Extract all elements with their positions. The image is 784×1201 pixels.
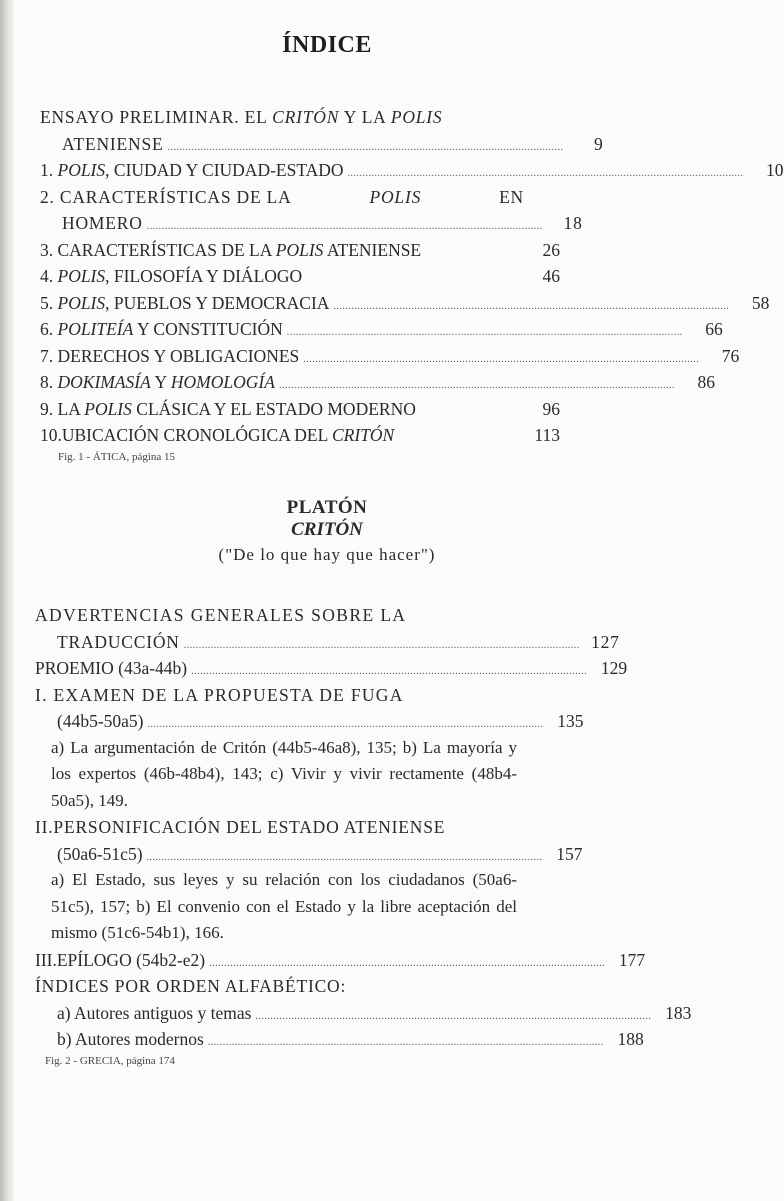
toc-entry-autores-antiguos[interactable]: a) Autores antiguos y temas .................................................................................................................................... 183	[35, 1000, 560, 1027]
page-number: 127	[591, 631, 620, 652]
toc-entry-personificacion-cont[interactable]: (50a6-51c5) .................................................................................................................................... 157	[35, 841, 560, 868]
leader-dots: ....................................................................................................................................	[278, 380, 675, 391]
toc-criton	[35, 602, 692, 1070]
toc-entry-ensayo[interactable]	[40, 104, 560, 131]
page-number: 10	[766, 160, 784, 180]
page-number: 129	[600, 658, 628, 678]
toc-entry-proemio[interactable]: PROEMIO (43a-44b) .................................................................................................................................... 129	[35, 655, 560, 682]
toc-entry-8[interactable]: 8. DOKIMASÍA Y HOMOLOGÍA .................................................................................................................................... 86	[40, 369, 560, 396]
leader-dots: ....................................................................................................................................	[255, 1010, 652, 1022]
toc-entry-6[interactable]: 6. POLITEÍA Y CONSTITUCIÓN .................................................................................................................................... 66	[40, 316, 560, 343]
toc-entry-7[interactable]: 7. DERECHOS Y OBLIGACIONES .................................................................................................................................... 76	[40, 343, 560, 370]
toc-entry-autores-modernos[interactable]: b) Autores modernos .................................................................................................................................... 188	[35, 1026, 560, 1053]
page-number: 76	[721, 345, 740, 366]
toc-entry-2-cont[interactable]: HOMERO .................................................................................................................................... 18	[40, 210, 560, 237]
toc-entry-ensayo-title: ENSAYO PRELIMINAR. EL CRITÓN Y LA POLIS	[40, 107, 443, 127]
leader-dots: ....................................................................................................................................	[286, 327, 683, 338]
leader-dots: ....................................................................................................................................	[146, 851, 543, 863]
leader-dots: ....................................................................................................................................	[303, 353, 700, 365]
page-number: 86	[697, 372, 715, 392]
page-number: 183	[665, 1002, 692, 1023]
figure-note-1[interactable]: Fig. 1 - ÁTICA, página 15	[58, 450, 176, 463]
toc-subsections-examen: a) La argumentación de Critón (44b5-46a8), 135; b) La mayoría y los expertos (46b-48b4), 143; c) Vivir y vivir rectamente (48b4-50a5), 149.	[51, 737, 517, 810]
author-name: PLATÓN	[286, 497, 368, 518]
leader-dots: ....................................................................................................................................	[191, 666, 588, 677]
page-number: 113	[534, 425, 560, 445]
page-number: 96	[542, 398, 560, 419]
work-title: CRITÓN	[291, 519, 363, 540]
page-number: 188	[617, 1029, 644, 1049]
toc-subsections-personificacion: a) El Estado, sus leyes y su relación con los ciudadanos (50a6-51c5), 157; b) El convenio con el Estado y la libre aceptación del mismo (51c6-54b1), 166.	[51, 870, 517, 942]
toc-entry-4[interactable]: 4. POLIS, FILOSOFÍA Y DIÁLOGO 46	[40, 263, 560, 290]
page-number: 66	[705, 319, 723, 339]
leader-dots: ....................................................................................................................................	[167, 141, 564, 153]
toc-entry-ensayo-cont[interactable]: ATENIENSE .................................................................................................................................... 9	[40, 131, 560, 158]
page-number: 157	[556, 843, 583, 864]
toc-entry-advertencias-cont[interactable]: TRADUCCIÓN .................................................................................................................................... 127	[35, 629, 560, 656]
page-title: ÍNDICE	[282, 32, 372, 58]
page-number: 9	[593, 133, 604, 154]
leader-dots: ....................................................................................................................................	[147, 719, 544, 730]
toc-preliminary	[40, 104, 784, 466]
section-heading	[0, 497, 654, 565]
page-number: 58	[751, 292, 770, 313]
leader-dots: ....................................................................................................................................	[146, 221, 543, 232]
toc-entry-9[interactable]: 9. LA POLIS CLÁSICA Y EL ESTADO MODERNO 96	[40, 396, 560, 423]
toc-entry-3[interactable]: 3. CARACTERÍSTICAS DE LA POLIS ATENIENSE 26	[40, 237, 560, 264]
toc-entry-epilogo[interactable]: III.EPÍLOGO (54b2-e2) .................................................................................................................................... 177	[35, 947, 560, 974]
toc-entry-5[interactable]: 5. POLIS, PUEBLOS Y DEMOCRACIA .................................................................................................................................... 58	[40, 290, 560, 317]
toc-entry-2[interactable]: 2. CARACTERÍSTICAS DE LA POLIS EN	[40, 186, 524, 207]
leader-dots: ....................................................................................................................................	[347, 168, 744, 179]
page-number: 18	[563, 213, 583, 233]
toc-entry-examen[interactable]: I. EXAMEN DE LA PROPUESTA DE FUGA	[35, 684, 404, 705]
toc-entry-examen-cont[interactable]: (44b5-50a5) .................................................................................................................................... 135	[35, 708, 560, 735]
leader-dots: ....................................................................................................................................	[333, 300, 730, 312]
book-spine-shadow	[0, 0, 14, 1201]
toc-entry-personificacion[interactable]: II.PERSONIFICACIÓN DEL ESTADO ATENIENSE	[35, 817, 446, 837]
page-number: 46	[542, 266, 560, 286]
leader-dots: ....................................................................................................................................	[207, 1037, 604, 1048]
work-subtitle: ("De lo que hay que hacer")	[218, 545, 436, 564]
leader-dots: ....................................................................................................................................	[209, 957, 606, 969]
figure-note-2[interactable]: Fig. 2 - GRECIA, página 174	[45, 1054, 175, 1067]
toc-entry-1[interactable]: 1. POLIS, CIUDAD Y CIUDAD-ESTADO .................................................................................................................................... 10	[40, 157, 560, 184]
page-number: 177	[618, 949, 646, 970]
toc-entry-10[interactable]: 10.UBICACIÓN CRONOLÓGICA DEL CRITÓN 113	[40, 422, 560, 449]
page-number: 26	[542, 239, 560, 260]
page-number: 135	[557, 711, 584, 731]
toc-entry-indices[interactable]: ÍNDICES POR ORDEN ALFABÉTICO:	[35, 976, 347, 996]
leader-dots: ....................................................................................................................................	[183, 639, 580, 651]
toc-entry-advertencias[interactable]: ADVERTENCIAS GENERALES SOBRE LA	[35, 605, 407, 625]
